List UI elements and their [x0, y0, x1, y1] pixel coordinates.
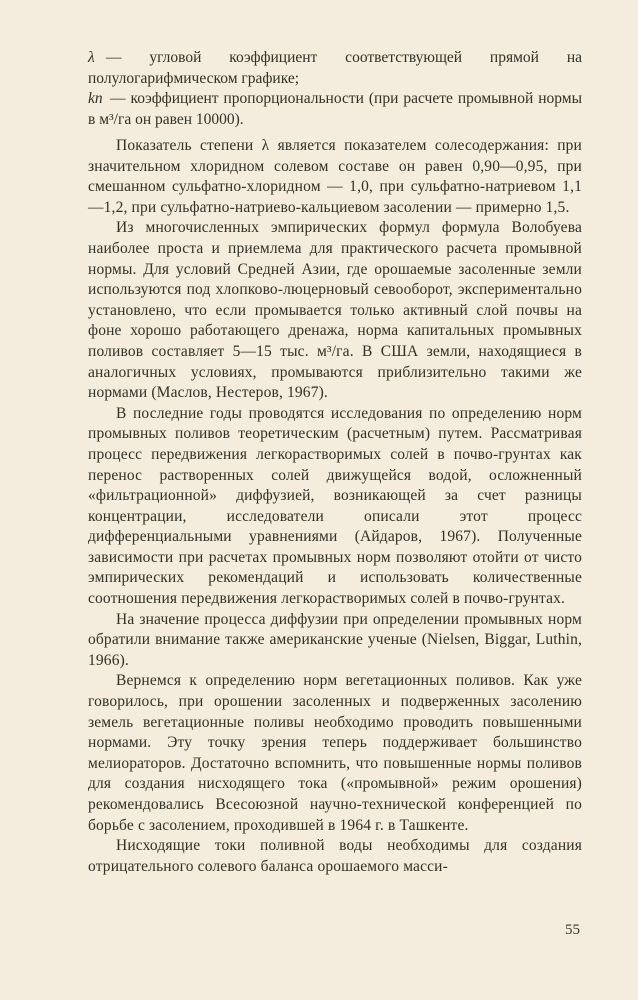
paragraph-6: Нисходящие токи поливной воды необходимы для создания отрицательного солевого баланса орошаемого масси- — [88, 837, 582, 875]
paragraph-1: Показатель степени λ является показателем солесодержания: при значительном хлоридном солевом составе он равен 0,90—0,95, при смешанном сульфатно-хлоридном — 1,0, при сульфатно-натриевом 1,1—1,2, при сульфатно-натриево-кальциевом засолении — примерно 1,5. — [88, 137, 582, 216]
definition-text: — коэффициент пропорциональности (при расчете промывной нормы в м³/га он равен 10000). — [88, 90, 582, 128]
paragraph-4: На значение процесса диффузии при определении промывных норм обратили внимание также американские ученые (Nielsen, Biggar, Luthin, 1966). — [88, 610, 582, 669]
definition-lambda — [88, 48, 582, 89]
definition-symbol: λ — [88, 49, 95, 66]
paragraph-2: Из многочисленных эмпирических формул формула Волобуева наиболее проста и приемлема для практического расчета промывной нормы. Для условий Средней Азии, где орошаемые засоленные земли используются под хлопково-люцерновый севооборот, экспериментально установлено, что если промывается только активный слой почвы на фоне хорошо работающего дренажа, норма капитальных промывных поливов составляет 5—15 тыс. м³/га. В США земли, находящиеся в аналогичных условиях, промываются приблизительно такими же нормами (Маслов, Нестеров, 1967). — [88, 219, 582, 402]
definitions-list — [88, 48, 582, 130]
paragraph-3: В последние годы проводятся исследования по определению норм промывных поливов теоретическим (расчетным) путем. Рассматривая процесс передвижения легкорастворимых солей в почво-грунтах как перенос растворенных солей движущейся водой, осложненный «фильтрационной» диффузией, возникающей за счет разницы концентрации, исследователи описали этот процесс дифференциальными уравнениями (Айдаров, 1967). Полученные зависимости при расчетах промывных норм позволяют отойти от чисто эмпирических рекомендаций и использовать количественные соотношения передвижения легкорастворимых солей в почво-грунтах. — [88, 404, 582, 608]
definition-symbol: kп — [88, 90, 103, 107]
paragraph-5: Вернемся к определению норм вегетационных поливов. Как уже говорилось, при орошении засоленных и подверженных засолению земель вегетационные поливы необходимо проводить повышенными нормами. Эту точку зрения теперь поддерживает большинство мелиораторов. Достаточно вспомнить, что повышенные нормы поливов для создания нисходящего тока («промывной» режим орошения) рекомендовались Всесоюзной научно-технической конференцией по борьбе с засолением, проходившей в 1964 г. в Ташкенте. — [88, 672, 582, 834]
definition-text: — угловой коэффициент соответствующей прямой на полулогарифмическом графике; — [88, 49, 582, 87]
page-number: 55 — [565, 922, 580, 938]
definition-kp — [88, 89, 582, 130]
